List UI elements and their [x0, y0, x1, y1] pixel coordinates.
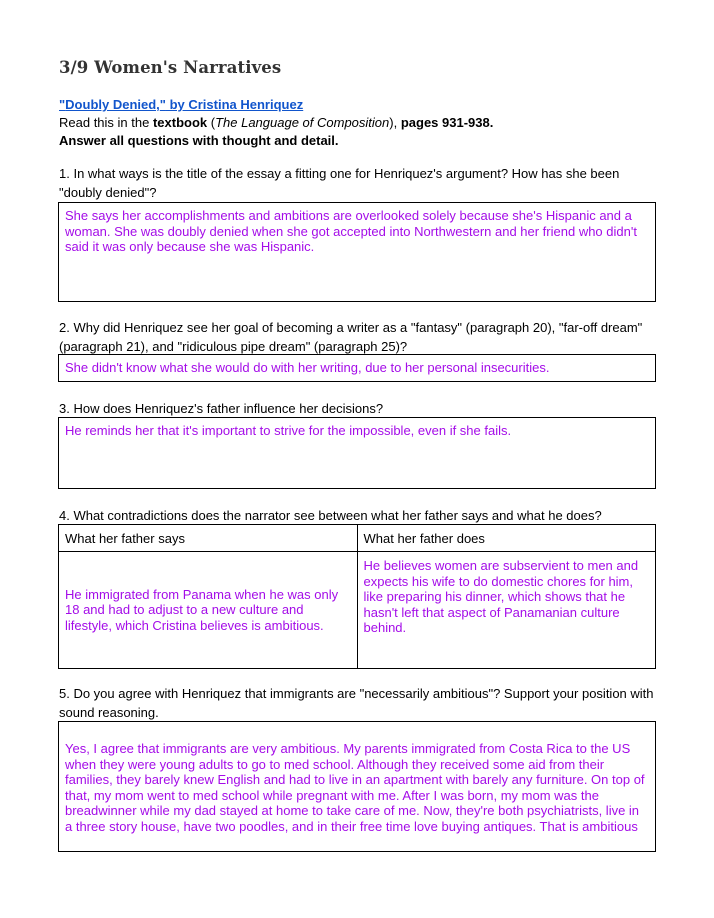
father-does-text: He believes women are subservient to men and expects his wife to do domestic chores for him, like preparing his dinner, which shows that he hasn't left that aspect of Panamanian culture behind.: [363, 558, 639, 635]
table-cell-does[interactable]: [357, 552, 656, 669]
answer-all-instruction: Answer all questions with thought and detail.: [59, 133, 339, 148]
answer-box-3[interactable]: [58, 417, 656, 489]
table-header-does: What her father does: [357, 525, 656, 552]
contradictions-table: [58, 524, 656, 669]
reading-link-line: [59, 97, 303, 113]
answer-box-1[interactable]: [58, 202, 656, 302]
question-3-prompt: 3. How does Henriquez's father influence her decisions?: [59, 401, 384, 416]
father-says-text: He immigrated from Panama when he was only 18 and had to adjust to a new culture and lifestyle, which Cristina believes is ambitious.: [65, 586, 339, 633]
essay-link[interactable]: "Doubly Denied," by Cristina Henriquez: [59, 97, 304, 112]
answer-3-text: He reminds her that it's important to strive for the impossible, even if she fails.: [65, 423, 512, 438]
question-1-prompt: 1. In what ways is the title of the essay a fitting one for Henriquez's argument? How has she been "doubly denied"?: [59, 166, 620, 200]
question-4-prompt: 4. What contradictions does the narrator see between what her father says and what he does?: [59, 508, 602, 523]
answer-5-text: Yes, I agree that immigrants are very ambitious. My parents immigrated from Costa Rica to the US when they were young adults to go to med school. Although they received some aid from their families, they barely knew English and had to live in an apartment with barely any furniture. On top of that, my mom went to med school while pregnant with me. After I was born, my mom was the breadwinner while my dad stayed at home to take care of me. Now, they're both psychiatrists, live in a three story house, have two poodles, and in their free time love buying antiques. That is ambitious: [65, 741, 645, 834]
answer-box-5[interactable]: [58, 721, 656, 852]
answer-1-text: She says her accomplishments and ambitions are overlooked solely because she's Hispanic and a woman. She was doubly denied when she got accepted into Northwestern and her friend who didn't said it was only because she was Hispanic.: [65, 208, 637, 254]
question-5-prompt: 5. Do you agree with Henriquez that immigrants are "necessarily ambitious"? Support your position with sound reasoning.: [59, 686, 654, 720]
answer-2-text: She didn't know what she would do with her writing, due to her personal insecurities.: [65, 360, 550, 375]
page-title: 3/9 Women's Narratives: [59, 58, 282, 77]
reading-instructions: Read this in the textbook (The Language of Composition), pages 931-938.: [59, 115, 494, 130]
table-cell-says[interactable]: [59, 552, 358, 669]
question-2-prompt: 2. Why did Henriquez see her goal of becoming a writer as a "fantasy" (paragraph 20), "far-off dream" (paragraph 21), and "ridiculous pipe dream" (paragraph 25)?: [59, 320, 643, 354]
answer-box-2[interactable]: [58, 354, 656, 382]
table-header-says: What her father says: [59, 525, 358, 552]
